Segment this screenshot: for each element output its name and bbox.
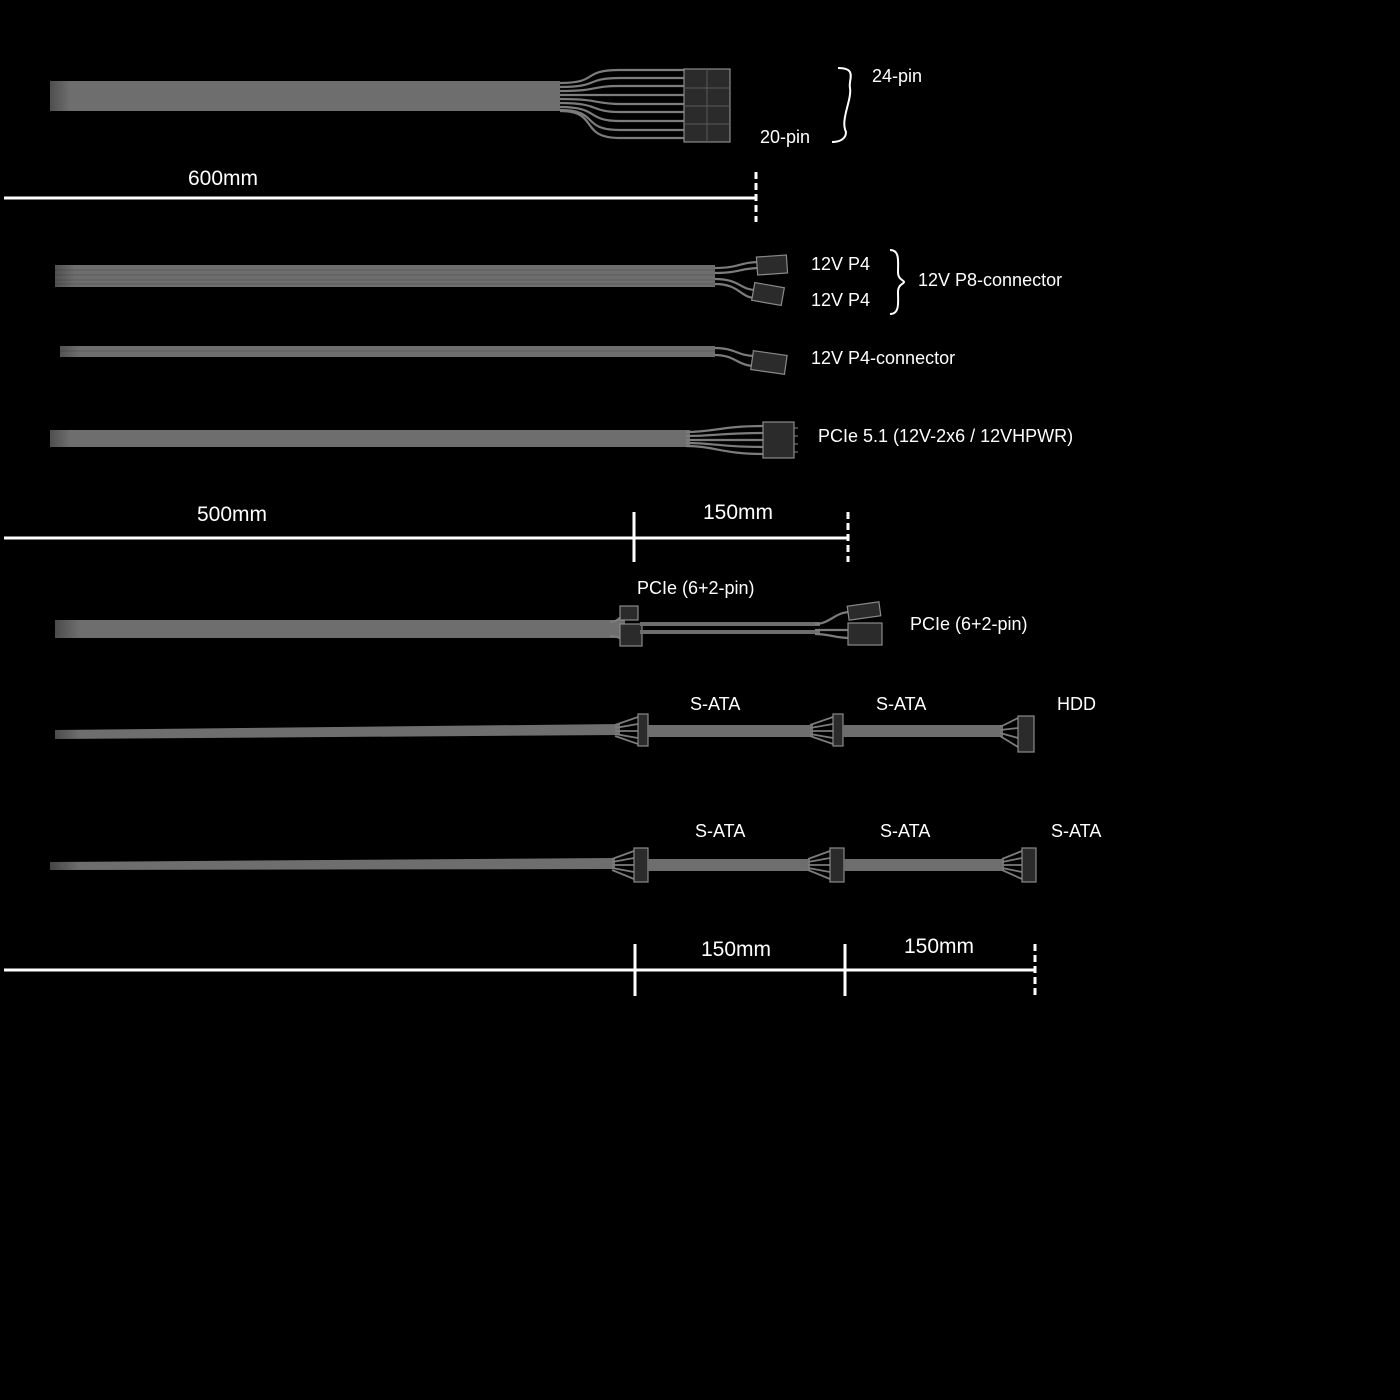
pcie51-cable [0,422,1073,458]
pcie51-wires [686,426,765,454]
sata2-connector-1 [634,848,648,882]
sata2-fan-2 [808,851,830,879]
p4-connector-b [752,283,785,306]
sata2-label-c: S-ATA [1051,821,1102,841]
atx-cable-sleeve [50,81,560,111]
cpu-p4-wires [715,348,755,366]
atx-wires [560,70,690,138]
pcie51-label: PCIe 5.1 (12V-2x6 / 12VHPWR) [818,426,1074,446]
pcie-mid-2pin [620,606,638,620]
p4-connector-label: 12V P4-connector [811,348,956,368]
p8-brace [890,250,904,314]
atx-24pin-label: 24-pin [872,66,923,86]
cpu-p8-cable [0,250,1062,314]
atx-cable [0,66,922,147]
atx-brace [832,68,851,142]
sata1-connector-1 [638,714,648,746]
sata2-fan-3 [1002,851,1022,879]
12vhpwr-connector [763,422,794,458]
dimension-600mm [4,167,756,222]
sata2-fan-1 [612,851,634,879]
dimension-150-150mm [4,935,1035,996]
pcie-end-6pin [848,623,882,645]
hdd-molex-connector [1018,716,1034,752]
cpu-p4-cable [0,340,955,374]
sata2-connector-3 [1022,848,1036,882]
p4-single-connector [751,351,787,375]
p8-connector-label: 12V P8-connector [918,270,1063,290]
p4-b-label: 12V P4 [811,290,871,310]
sata1-label-b: S-ATA [876,694,927,714]
pcie-6plus2-cable [0,578,1028,646]
dim-600mm-label: 600mm [188,167,259,190]
atx-20pin-label: 20-pin [760,127,811,147]
sata-hdd-cable [0,694,1096,752]
sata1-label-a: S-ATA [690,694,741,714]
pcie-mid-label: PCIe (6+2-pin) [637,578,755,598]
sata1-fan-2 [810,717,833,744]
dimension-500-150mm [4,501,848,562]
sata1-connector-2 [833,714,843,746]
sata1-fan-1 [615,717,638,744]
pcie-end-2pin [847,602,881,620]
pcie-chain-wires [640,624,820,632]
pcie-mid-6pin [620,624,642,646]
sata2-connector-2 [830,848,844,882]
p4-a-label: 12V P4 [811,254,871,274]
pcie-end-label: PCIe (6+2-pin) [910,614,1028,634]
sata-triple-cable [0,821,1101,882]
hdd-label: HDD [1057,694,1096,714]
dim-150mm-label-c: 150mm [904,935,975,958]
dim-150mm-label-a: 150mm [703,501,774,524]
dim-500mm-label: 500mm [197,503,268,526]
dim-150mm-label-b: 150mm [701,938,772,961]
pcie-end-wires [815,612,850,638]
p4-connector-a [756,255,787,275]
sata2-label-b: S-ATA [880,821,931,841]
sata2-label-a: S-ATA [695,821,746,841]
